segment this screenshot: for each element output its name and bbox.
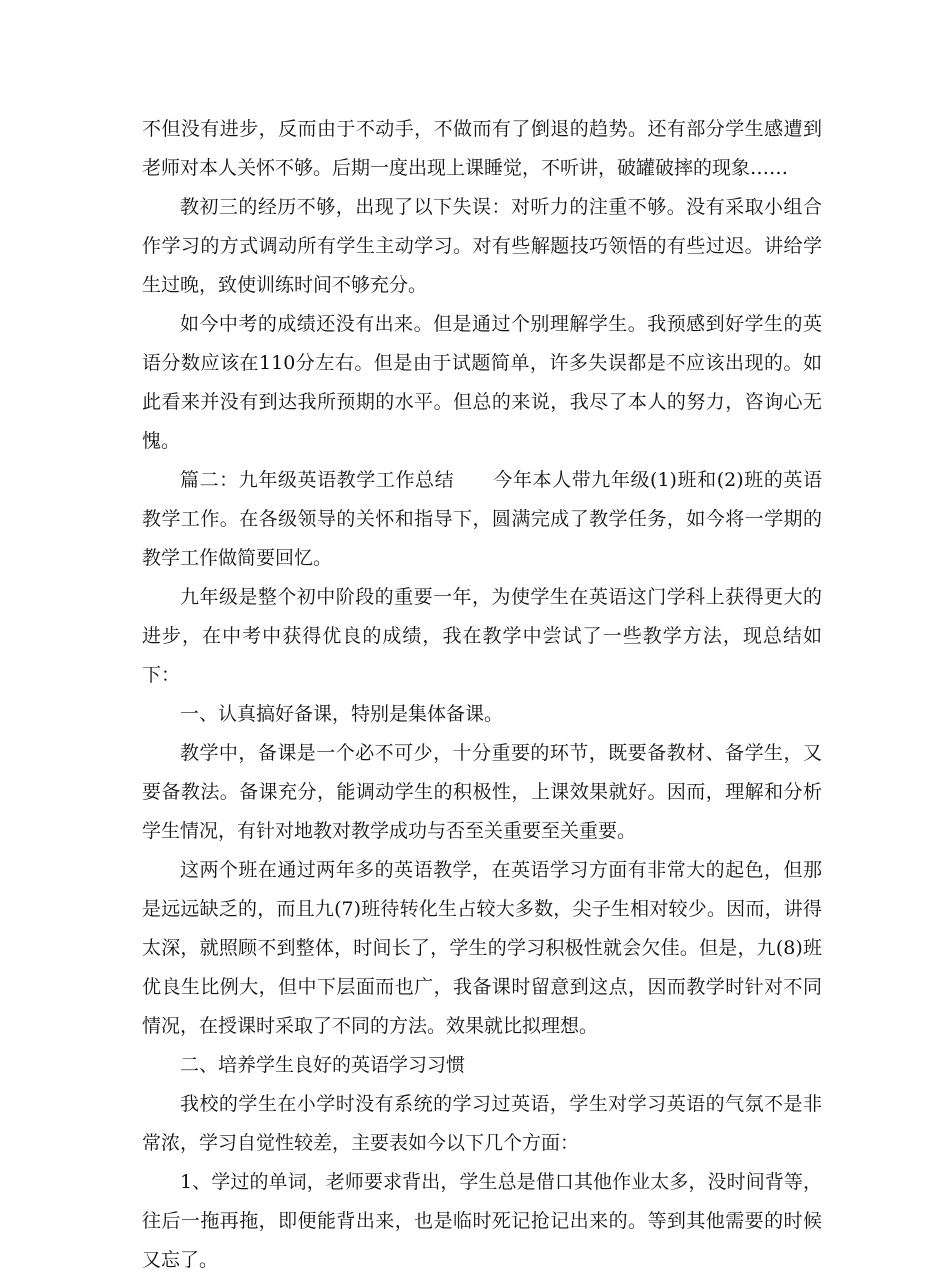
list-item: 1、学过的单词，老师要求背出，学生总是借口其他作业太多，没时间背等，往后一拖再拖，即便能背出来，也是临时死记抢记出来的。等到其他需要的时候又忘了。 (142, 1171, 822, 1271)
paragraph: 我校的学生在小学时没有系统的学习过英语，学生对学习英语的气氛不是非常浓，学习自觉性较差，主要表如今以下几个方面： (142, 1093, 822, 1154)
paragraph: 教学中，备课是一个必不可少，十分重要的环节，既要备教材、备学生，又要备教法。备课充分，能调动学生的积极性，上课效果就好。因而，理解和分析学生情况，有针对地教对教学成功与否至关重要至关重要。 (142, 742, 822, 842)
paragraph: 九年级是整个初中阶段的重要一年，为使学生在英语这门学科上获得更大的进步，在中考中获得优良的成绩，我在教学中尝试了一些教学方法，现总结如下： (142, 586, 822, 686)
paragraph: 篇二：九年级英语教学工作总结 今年本人带九年级(1)班和(2)班的英语教学工作。在各级领导的关怀和指导下，圆满完成了教学任务，如今将一学期的教学工作做简要回忆。 (142, 469, 822, 569)
section-heading: 二、培养学生良好的英语学习习惯 (180, 1054, 466, 1076)
paragraph: 教初三的经历不够，出现了以下失误：对听力的注重不够。没有采取小组合作学习的方式调动所有学生主动学习。对有些解题技巧领悟的有些过迟。讲给学生过晚，致使训练时间不够充分。 (142, 196, 822, 296)
document-body (142, 110, 822, 1280)
paragraph: 如今中考的成绩还没有出来。但是通过个别理解学生。我预感到好学生的英语分数应该在110分左右。但是由于试题简单，许多失误都是不应该出现的。如此看来并没有到达我所预期的水平。但总的来说，我尽了本人的努力，咨询心无愧。 (142, 313, 822, 452)
paragraph: 这两个班在通过两年多的英语教学，在英语学习方面有非常大的起色，但那是远远缺乏的，而且九(7)班待转化生占较大多数，尖子生相对较少。因而，讲得太深，就照顾不到整体，时间长了，学生的学习积极性就会欠佳。但是，九(8)班优良生比例大，但中下层面而也广，我备课时留意到这点，因而教学时针对不同情况，在授课时采取了不同的方法。效果就比拟理想。 (142, 859, 822, 1037)
paragraph-continuation: 不但没有进步，反而由于不动手，不做而有了倒退的趋势。还有部分学生感遭到老师对本人关怀不够。后期一度出现上课睡觉，不听讲，破罐破摔的现象…… (142, 118, 822, 179)
section-heading: 一、认真搞好备课，特别是集体备课。 (180, 703, 504, 725)
